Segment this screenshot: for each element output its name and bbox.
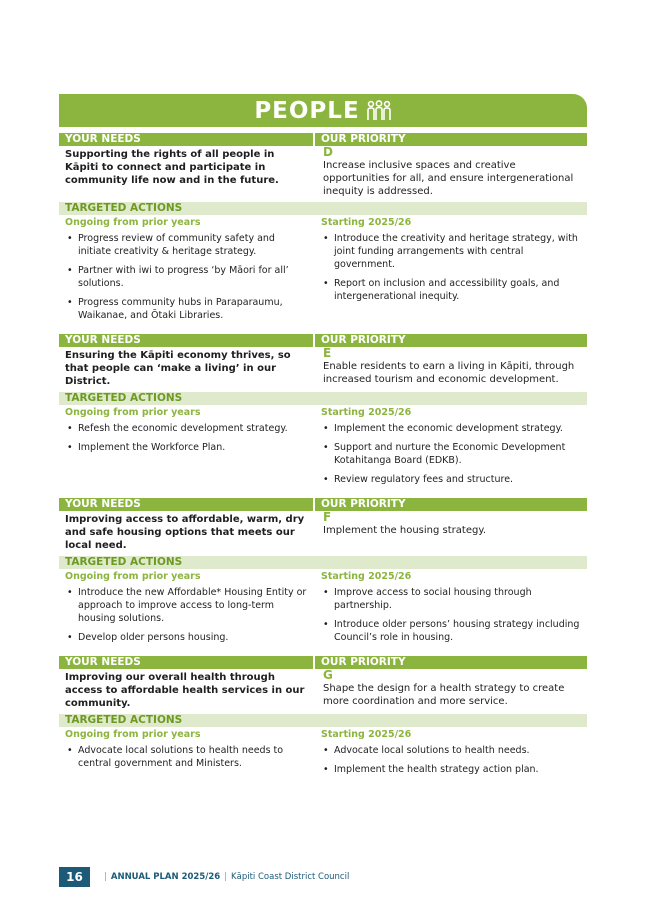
priority-letter: E <box>323 346 332 360</box>
ongoing-label: Ongoing from prior years <box>65 217 201 228</box>
page-title: PEOPLE <box>254 97 360 124</box>
list-item: • Partner with iwi to progress ‘by Māori for all’ solutions. <box>65 264 307 290</box>
needs-priority-row <box>59 669 587 714</box>
your-needs-label: YOUR NEEDS <box>65 334 141 346</box>
ongoing-list <box>65 232 307 322</box>
ongoing-list <box>65 744 307 770</box>
actions-row <box>59 727 587 788</box>
need-statement <box>59 669 313 714</box>
people-group-icon <box>366 100 392 122</box>
priority-statement <box>313 146 587 202</box>
priority-statement <box>313 347 587 392</box>
priority-section <box>59 498 587 656</box>
starting-label: Starting 2025/26 <box>321 407 412 418</box>
need-text: Improving our overall health through access to affordable health services in our community. <box>65 672 305 709</box>
priorities-content <box>59 133 587 788</box>
list-item: • Refesh the economic development strategy. <box>65 422 307 435</box>
priority-section <box>59 133 587 334</box>
ongoing-list <box>65 586 307 644</box>
page-number: 16 <box>59 867 90 887</box>
page-footer <box>59 867 349 887</box>
targeted-actions-header: TARGETED ACTIONS <box>59 392 587 405</box>
starting-list <box>321 232 581 303</box>
starting-label: Starting 2025/26 <box>321 217 412 228</box>
our-priority-label: OUR PRIORITY <box>313 498 587 511</box>
starting-list <box>321 422 581 486</box>
targeted-actions-header: TARGETED ACTIONS <box>59 714 587 727</box>
actions-row <box>59 569 587 656</box>
our-priority-label: OUR PRIORITY <box>313 133 587 146</box>
our-priority-label: OUR PRIORITY <box>313 656 587 669</box>
ongoing-actions <box>59 569 313 656</box>
section-banner <box>59 94 587 127</box>
starting-label: Starting 2025/26 <box>321 571 412 582</box>
ongoing-label: Ongoing from prior years <box>65 729 201 740</box>
your-needs-label: YOUR NEEDS <box>65 133 141 145</box>
actions-row <box>59 405 587 498</box>
starting-actions <box>313 405 587 498</box>
actions-row <box>59 215 587 334</box>
list-item: • Progress review of community safety and initiate creativity & heritage strategy. <box>65 232 307 258</box>
your-needs-label: YOUR NEEDS <box>65 656 141 668</box>
starting-actions <box>313 727 587 788</box>
need-statement <box>59 146 313 202</box>
need-statement <box>59 347 313 392</box>
ongoing-label: Ongoing from prior years <box>65 571 201 582</box>
starting-label: Starting 2025/26 <box>321 729 412 740</box>
priority-letter: D <box>323 145 333 159</box>
list-item: • Progress community hubs in Paraparaumu, Waikanae, and Ōtaki Libraries. <box>65 296 307 322</box>
starting-actions <box>313 569 587 656</box>
need-text: Ensuring the Kāpiti economy thrives, so that people can ‘make a living’ in our District. <box>65 350 291 387</box>
ongoing-actions <box>59 727 313 788</box>
list-item: • Implement the Workforce Plan. <box>65 441 307 454</box>
starting-list <box>321 744 581 776</box>
our-priority-label: OUR PRIORITY <box>313 334 587 347</box>
ongoing-label: Ongoing from prior years <box>65 407 201 418</box>
your-needs-label: YOUR NEEDS <box>65 498 141 510</box>
footer-text: | ANNUAL PLAN 2025/26 | Kāpiti Coast District Council <box>104 872 350 882</box>
need-text: Improving access to affordable, warm, dry and safe housing options that meets our local need. <box>65 514 305 551</box>
list-item: • Introduce the creativity and heritage strategy, with joint funding arrangements with central government. <box>321 232 581 271</box>
list-item: • Review regulatory fees and structure. <box>321 473 581 486</box>
ongoing-actions <box>59 405 313 498</box>
priority-section <box>59 334 587 498</box>
needs-priority-row <box>59 347 587 392</box>
ongoing-actions <box>59 215 313 334</box>
targeted-actions-header: TARGETED ACTIONS <box>59 556 587 569</box>
list-item: • Report on inclusion and accessibility goals, and intergenerational inequity. <box>321 277 581 303</box>
needs-priority-row <box>59 511 587 556</box>
priority-section <box>59 656 587 788</box>
need-statement <box>59 511 313 556</box>
priority-statement <box>313 669 587 714</box>
list-item: • Develop older persons housing. <box>65 631 307 644</box>
list-item: • Advocate local solutions to health needs. <box>321 744 581 757</box>
list-item: • Advocate local solutions to health needs to central government and Ministers. <box>65 744 307 770</box>
priority-text: Enable residents to earn a living in Kāpiti, through increased tourism and economic development. <box>323 361 575 385</box>
priority-letter: G <box>323 668 333 682</box>
list-item: • Implement the health strategy action plan. <box>321 763 581 776</box>
targeted-actions-header: TARGETED ACTIONS <box>59 202 587 215</box>
priority-letter: F <box>323 510 332 524</box>
list-item: • Support and nurture the Economic Development Kotahitanga Board (EDKB). <box>321 441 581 467</box>
need-text: Supporting the rights of all people in Kāpiti to connect and participate in community life now and in the future. <box>65 149 279 186</box>
organisation-name: Kāpiti Coast District Council <box>231 872 350 882</box>
priority-text: Increase inclusive spaces and creative opportunities for all, and ensure intergenerational inequity is addressed. <box>323 160 574 197</box>
list-item: • Introduce the new Affordable* Housing Entity or approach to improve access to long-term housing solutions. <box>65 586 307 625</box>
needs-priority-row <box>59 146 587 202</box>
priority-statement <box>313 511 587 556</box>
starting-list <box>321 586 581 644</box>
list-item: • Implement the economic development strategy. <box>321 422 581 435</box>
document-title: ANNUAL PLAN 2025/26 <box>110 872 221 882</box>
list-item: • Introduce older persons’ housing strategy including Council’s role in housing. <box>321 618 581 644</box>
list-item: • Improve access to social housing through partnership. <box>321 586 581 612</box>
starting-actions <box>313 215 587 334</box>
ongoing-list <box>65 422 307 454</box>
priority-text: Shape the design for a health strategy to create more coordination and more service. <box>323 683 565 707</box>
priority-text: Implement the housing strategy. <box>323 525 486 536</box>
